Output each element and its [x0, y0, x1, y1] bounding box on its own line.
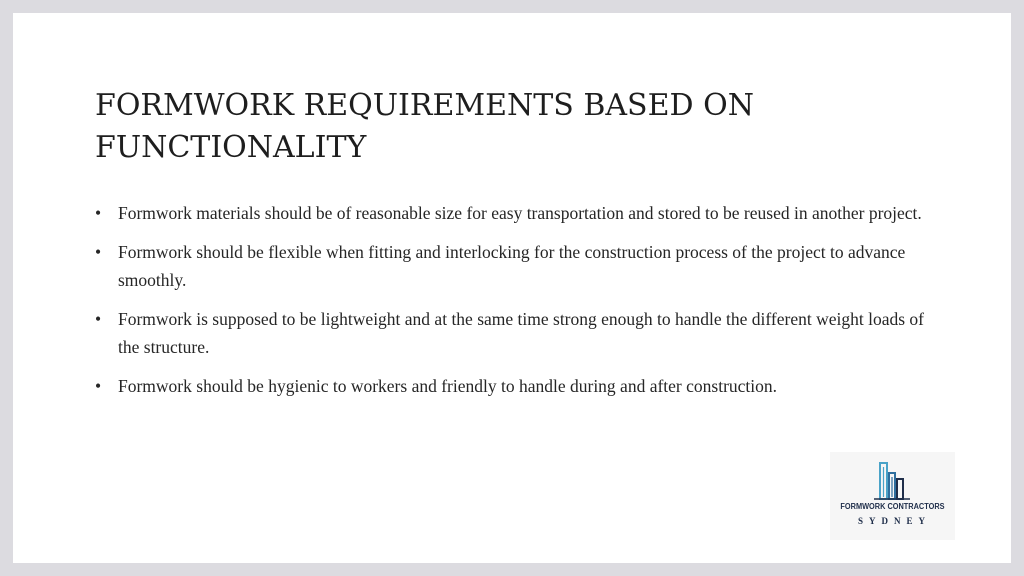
- bullet-icon: •: [95, 376, 102, 396]
- bullet-text: Formwork is supposed to be lightweight and at the same time strong enough to handle the different weight loads of the structure.: [118, 309, 924, 357]
- list-item: [95, 372, 935, 400]
- list-item: [95, 199, 935, 227]
- logo-text-primary: FORMWORK CONTRACTORS: [840, 502, 945, 511]
- building-skyline-icon: [864, 459, 920, 501]
- slide: [13, 13, 1011, 563]
- company-logo: [830, 452, 955, 540]
- logo-text-secondary: SYDNEY: [857, 516, 931, 526]
- bullet-icon: •: [95, 242, 102, 262]
- bullet-text: Formwork should be flexible when fitting and interlocking for the construction process of the project to advance smoothly.: [118, 242, 906, 290]
- bullet-icon: •: [95, 203, 102, 223]
- slide-title: FORMWORK REQUIREMENTS BASED ON FUNCTIONALITY: [95, 88, 754, 165]
- list-item: [95, 238, 935, 294]
- bullet-text: Formwork should be hygienic to workers and friendly to handle during and after construction.: [118, 376, 778, 396]
- bullet-icon: •: [95, 309, 102, 329]
- bullet-list: [95, 199, 935, 411]
- bullet-text: Formwork materials should be of reasonable size for easy transportation and stored to be reused in another project.: [118, 203, 922, 223]
- list-item: [95, 305, 935, 361]
